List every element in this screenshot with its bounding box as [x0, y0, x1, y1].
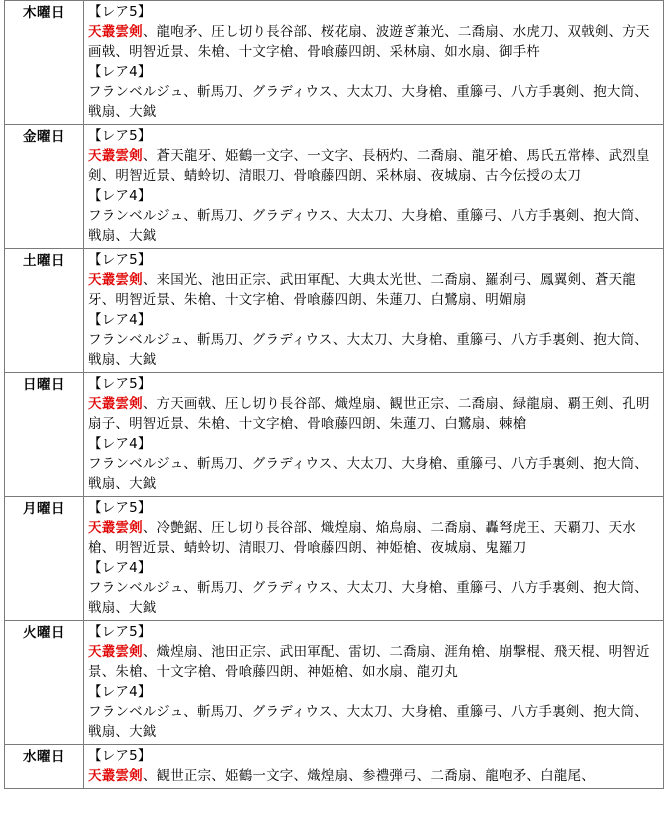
day-cell: 日曜日 [5, 373, 84, 497]
items-cell [84, 497, 664, 621]
rare5-list [88, 396, 650, 432]
rare5-rest: 、来国光、池田正宗、武田軍配、大典太光世、二喬扇、羅刹弓、鳳翼剣、蒼天龍牙、明智近景、朱槍、十文字槍、骨喰藤四朗、朱蓮刀、白鷺扇、明媚扇 [88, 272, 637, 308]
rare4-header: 【レア4】 [88, 64, 152, 80]
items-cell [84, 373, 664, 497]
rare5-rest: 、観世正宗、姫鶴一文字、熾煌扇、参禮弾弓、二喬扇、龍咆矛、白龍尾、 [142, 768, 595, 784]
highlight-item: 天叢雲剣 [88, 396, 143, 412]
rare5-list [88, 768, 595, 784]
highlight-item: 天叢雲剣 [88, 148, 143, 164]
rare5-header: 【レア5】 [88, 128, 152, 144]
rare4-header: 【レア4】 [88, 560, 152, 576]
rare4-header: 【レア4】 [88, 436, 152, 452]
table-row [5, 373, 664, 497]
items-cell [84, 1, 664, 125]
rare4-list: フランベルジュ、斬馬刀、グラディウス、大太刀、大身槍、重籐弓、八方手裏剣、抱大筒、戦扇、大鉞 [88, 208, 649, 244]
items-cell [84, 621, 664, 745]
table-row [5, 1, 664, 125]
rare4-list: フランベルジュ、斬馬刀、グラディウス、大太刀、大身槍、重籐弓、八方手裏剣、抱大筒、戦扇、大鉞 [88, 456, 649, 492]
rare5-list [88, 24, 650, 60]
rare5-header: 【レア5】 [88, 748, 152, 764]
rare4-header: 【レア4】 [88, 188, 152, 204]
day-cell: 月曜日 [5, 497, 84, 621]
rare5-rest: 、龍咆矛、圧し切り長谷部、桜花扇、波遊ぎ兼光、二喬扇、水虎刀、双戟剣、方天画戟、明智近景、朱槍、十文字槍、骨喰藤四朗、采林扇、如水扇、御手杵 [88, 24, 650, 60]
highlight-item: 天叢雲剣 [88, 768, 143, 784]
day-cell: 火曜日 [5, 621, 84, 745]
rare4-list: フランベルジュ、斬馬刀、グラディウス、大太刀、大身槍、重籐弓、八方手裏剣、抱大筒、戦扇、大鉞 [88, 84, 649, 120]
table-body [5, 1, 664, 789]
table-row [5, 497, 664, 621]
rare5-list [88, 520, 636, 556]
rare4-header: 【レア4】 [88, 312, 152, 328]
rare4-list: フランベルジュ、斬馬刀、グラディウス、大太刀、大身槍、重籐弓、八方手裏剣、抱大筒、戦扇、大鉞 [88, 332, 649, 368]
rare5-rest: 、熾煌扇、池田正宗、武田軍配、雷切、二喬扇、涯角槍、崩撃棍、飛天棍、明智近景、朱槍、十文字槍、骨喰藤四朗、神姫槍、如水扇、龍刃丸 [88, 644, 650, 680]
rare5-rest: 、蒼天龍牙、姫鶴一文字、一文字、長柄灼、二喬扇、龍牙槍、馬氏五常棒、武烈皇剣、明智近景、蜻蛉切、清眼刀、骨喰藤四朗、采林扇、夜城扇、古今伝授の太刀 [88, 148, 650, 184]
highlight-item: 天叢雲剣 [88, 644, 143, 660]
rare5-header: 【レア5】 [88, 252, 152, 268]
table-row [5, 621, 664, 745]
rare5-header: 【レア5】 [88, 376, 152, 392]
rare5-rest: 、冷艶鋸、圧し切り長谷部、熾煌扇、焔鳥扇、二喬扇、轟弩虎王、天覇刀、天水槍、明智近景、蜻蛉切、清眼刀、骨喰藤四朗、神姫槍、夜城扇、鬼羅刀 [88, 520, 637, 556]
rare5-header: 【レア5】 [88, 4, 152, 20]
table-row [5, 249, 664, 373]
rare4-list: フランベルジュ、斬馬刀、グラディウス、大太刀、大身槍、重籐弓、八方手裏剣、抱大筒、戦扇、大鉞 [88, 704, 649, 740]
table-row [5, 125, 664, 249]
rare5-rest: 、方天画戟、圧し切り長谷部、熾煌扇、観世正宗、二喬扇、緑龍扇、覇王剣、孔明扇子、明智近景、朱槍、十文字槍、骨喰藤四朗、朱蓮刀、白鷺扇、棘槍 [88, 396, 650, 432]
rare5-header: 【レア5】 [88, 624, 152, 640]
highlight-item: 天叢雲剣 [88, 272, 143, 288]
highlight-item: 天叢雲剣 [88, 24, 143, 40]
table-row [5, 745, 664, 789]
items-cell [84, 249, 664, 373]
day-cell: 土曜日 [5, 249, 84, 373]
highlight-item: 天叢雲剣 [88, 520, 143, 536]
items-cell [84, 745, 664, 789]
rare5-list [88, 148, 650, 184]
day-cell: 金曜日 [5, 125, 84, 249]
rare4-header: 【レア4】 [88, 684, 152, 700]
weekday-weapon-table [4, 0, 664, 789]
rare5-list [88, 644, 650, 680]
day-cell: 水曜日 [5, 745, 84, 789]
rare4-list: フランベルジュ、斬馬刀、グラディウス、大太刀、大身槍、重籐弓、八方手裏剣、抱大筒、戦扇、大鉞 [88, 580, 649, 616]
rare5-header: 【レア5】 [88, 500, 152, 516]
rare5-list [88, 272, 636, 308]
day-cell: 木曜日 [5, 1, 84, 125]
items-cell [84, 125, 664, 249]
